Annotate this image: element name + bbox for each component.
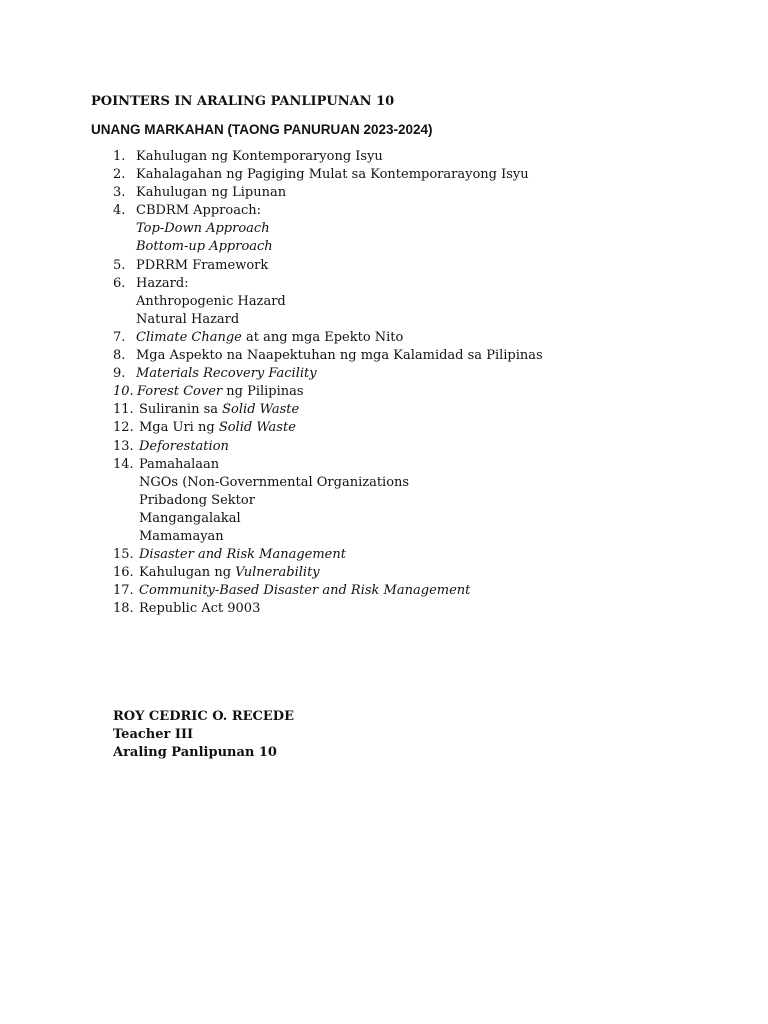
subitem-text: Top-Down Approach — [136, 221, 270, 237]
item-number: 18. — [113, 601, 134, 617]
item-number: 15. — [113, 547, 134, 563]
document-title: POINTERS IN ARALING PANLIPUNAN 10 — [91, 94, 395, 109]
list-subitem — [0, 492, 768, 510]
list-subitem — [0, 510, 768, 528]
item-text-rest: at ang mga Epekto Nito — [241, 329, 404, 345]
list-item — [0, 329, 768, 347]
item-text-italic: Forest Cover — [137, 384, 223, 400]
list-item — [0, 347, 768, 365]
list-subitem — [0, 220, 768, 238]
list-item — [0, 275, 768, 293]
list-item — [0, 546, 768, 564]
document-subtitle: UNANG MARKAHAN (TAONG PANURUAN 2023-2024) — [91, 122, 433, 137]
subitem-text: Bottom-up Approach — [136, 239, 273, 255]
item-number: 8. — [113, 348, 126, 364]
signatory-subject: Araling Panlipunan 10 — [113, 745, 277, 760]
list-item — [0, 419, 768, 437]
list-subitem — [0, 293, 768, 311]
item-text-pre: Suliranin sa — [139, 402, 223, 418]
item-number: 14. — [113, 456, 134, 472]
signatory-name: ROY CEDRIC O. RECEDE — [113, 709, 294, 724]
item-text: Disaster and Risk Management — [139, 547, 346, 563]
item-number: 6. — [113, 275, 126, 291]
list-subitem — [0, 311, 768, 329]
list-item — [0, 438, 768, 456]
item-text: Mga Aspekto na Naapektuhan ng mga Kalamidad sa Pilipinas — [136, 348, 543, 364]
list-item — [0, 257, 768, 275]
item-number: 1. — [113, 149, 126, 164]
subitem-text: Pribadong Sektor — [139, 492, 255, 508]
item-text: Kahulugan ng Lipunan — [136, 185, 287, 201]
item-number: 11. — [113, 402, 134, 418]
item-text: Pamahalaan — [139, 456, 220, 472]
item-text-italic: Solid Waste — [218, 420, 296, 436]
list-item — [0, 582, 768, 600]
subitem-text: NGOs (Non-Governmental Organizations — [139, 474, 410, 490]
list-item — [0, 202, 768, 220]
item-number: 4. — [113, 203, 126, 219]
item-text-rest: ng Pilipinas — [222, 384, 304, 400]
list-item — [0, 166, 768, 184]
subitem-text: Anthropogenic Hazard — [136, 293, 286, 309]
item-text: Materials Recovery Facility — [136, 366, 317, 382]
item-number: 7. — [113, 329, 126, 345]
list-item — [0, 148, 768, 166]
item-text-pre: Mga Uri ng — [139, 420, 219, 436]
list-item — [0, 383, 768, 401]
item-text: Republic Act 9003 — [139, 601, 261, 617]
item-text — [139, 401, 299, 419]
list-item — [0, 365, 768, 383]
item-text — [137, 383, 304, 401]
list-item — [0, 600, 768, 618]
list-item — [0, 564, 768, 582]
signatory-position: Teacher III — [113, 727, 194, 742]
list-subitem — [0, 238, 768, 256]
item-number: 3. — [113, 185, 126, 201]
item-number: 10. — [113, 384, 134, 400]
item-text: Deforestation — [139, 438, 229, 454]
list-subitem — [0, 528, 768, 546]
list-subitem — [0, 474, 768, 492]
item-text-italic: Vulnerability — [235, 565, 320, 581]
item-text: Community-Based Disaster and Risk Management — [139, 583, 471, 599]
item-number: 5. — [113, 257, 126, 273]
list-item — [0, 401, 768, 419]
item-text — [139, 419, 296, 437]
item-text — [139, 564, 320, 582]
item-text: PDRRM Framework — [136, 257, 269, 273]
item-text: Hazard: — [136, 275, 189, 291]
item-number: 9. — [113, 366, 126, 382]
subitem-text: Mangangalakal — [139, 510, 241, 526]
item-text-italic: Climate Change — [136, 329, 242, 345]
item-text-pre: Kahulugan ng — [139, 565, 236, 581]
item-number: 12. — [113, 420, 134, 436]
item-text: Kahulugan ng Kontemporaryong Isyu — [136, 149, 383, 164]
item-text-italic: Solid Waste — [222, 402, 300, 418]
list-item — [0, 184, 768, 202]
subitem-text: Natural Hazard — [136, 311, 240, 327]
subitem-text: Mamamayan — [139, 528, 224, 544]
item-number: 13. — [113, 438, 134, 454]
list-item — [0, 456, 768, 474]
item-text — [136, 329, 403, 347]
item-text: CBDRM Approach: — [136, 203, 262, 219]
item-number: 17. — [113, 583, 134, 599]
item-number: 16. — [113, 565, 134, 581]
item-text: Kahalagahan ng Pagiging Mulat sa Kontemporarayong Isyu — [136, 167, 529, 183]
pointers-list — [0, 148, 768, 618]
item-number: 2. — [113, 167, 126, 183]
signature-block — [113, 708, 294, 762]
